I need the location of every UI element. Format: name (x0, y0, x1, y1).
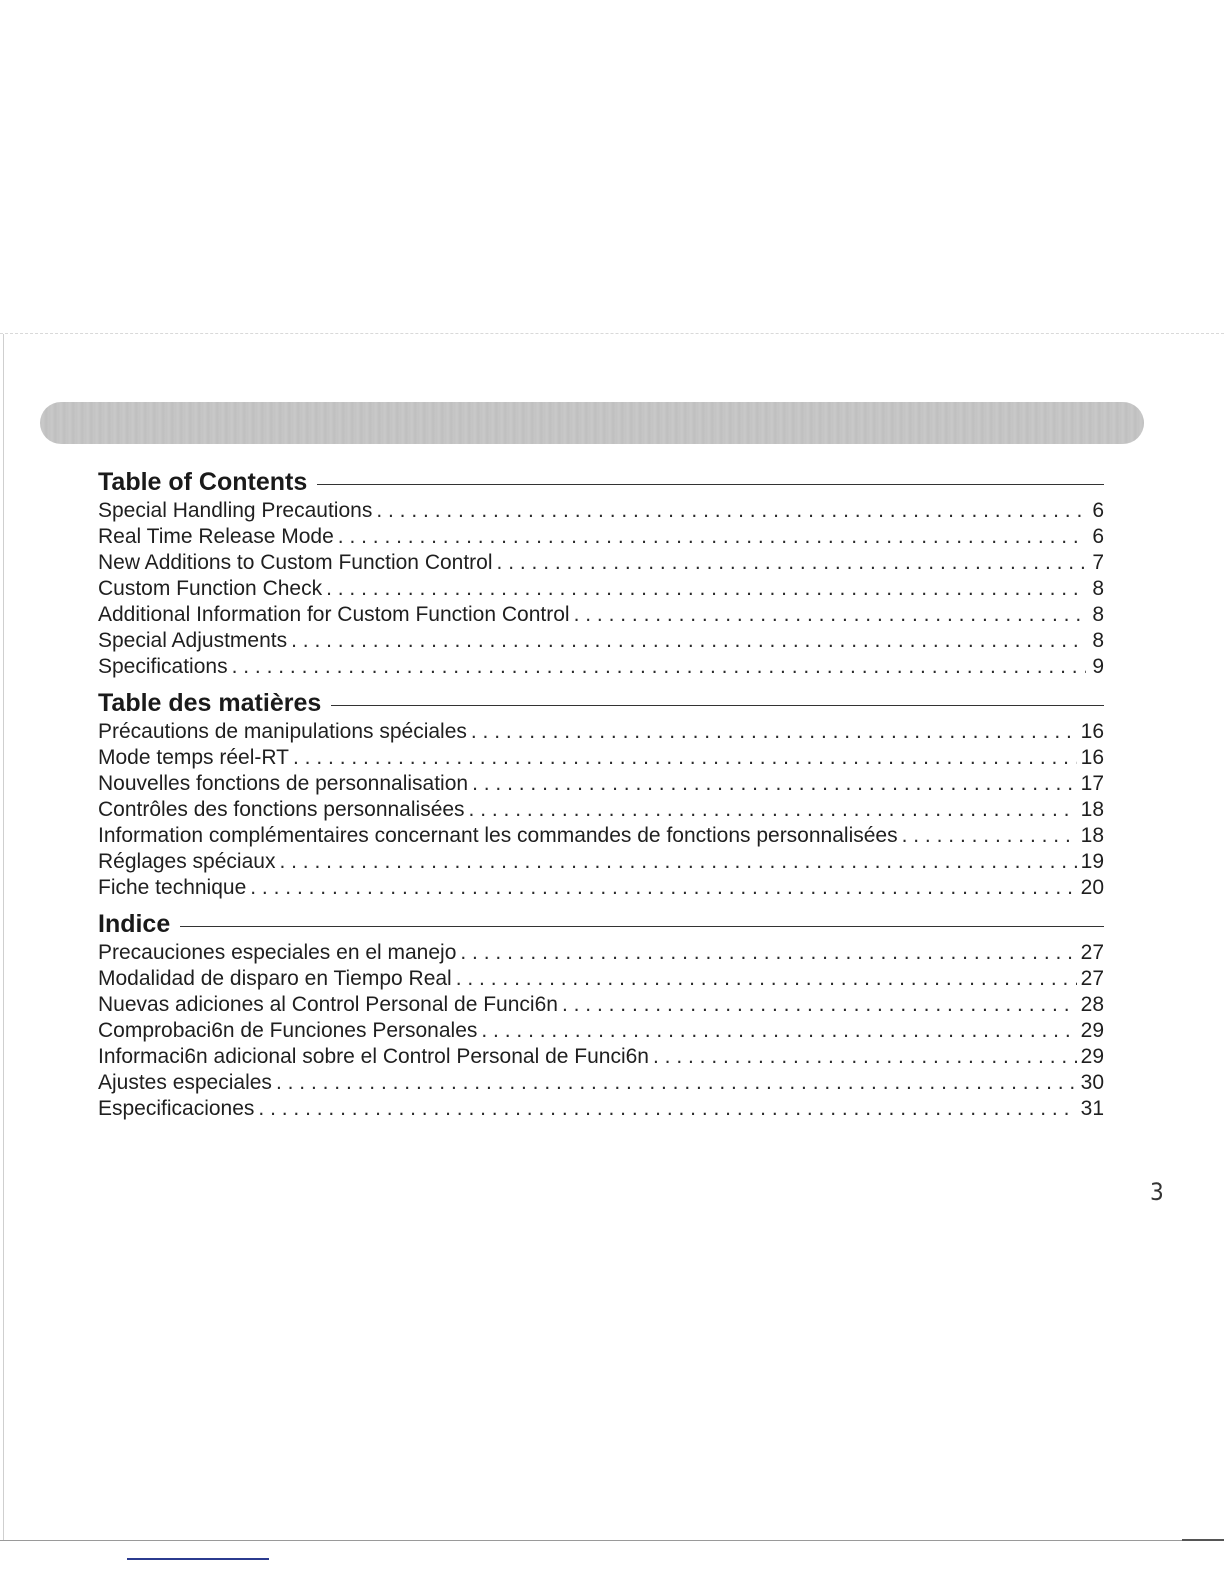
toc-entry[interactable] (98, 875, 1104, 901)
toc-entry-page: 7 (1092, 551, 1104, 574)
dot-leader (460, 940, 1076, 966)
table-of-contents (98, 466, 1104, 1122)
toc-entry[interactable] (98, 940, 1104, 966)
toc-entry-page: 8 (1092, 603, 1104, 626)
toc-entry-label: Information complémentaires concernant les commandes de fonctions personnalisées (98, 824, 898, 847)
page-number: 3 (1150, 1178, 1164, 1206)
dot-leader (279, 849, 1076, 875)
dot-leader (456, 966, 1077, 992)
section-title: Table des matières (98, 688, 322, 717)
toc-entry-label: Modalidad de disparo en Tiempo Real (98, 967, 452, 990)
dot-leader (376, 498, 1086, 524)
toc-entry-page: 19 (1080, 850, 1104, 873)
toc-entry-label: Specifications (98, 655, 228, 678)
toc-entry[interactable] (98, 771, 1104, 797)
toc-entry-page: 30 (1080, 1071, 1104, 1094)
toc-entry[interactable] (98, 550, 1104, 576)
toc-entry-page: 17 (1080, 772, 1104, 795)
toc-entry-label: Ajustes especiales (98, 1071, 272, 1094)
toc-entry-label: Contrôles des fonctions personnalisées (98, 798, 465, 821)
dot-leader (653, 1044, 1077, 1070)
toc-entry[interactable] (98, 1044, 1104, 1070)
dot-leader (326, 576, 1086, 602)
section-rule (317, 484, 1104, 485)
section-heading-spanish (98, 908, 1104, 940)
dot-leader (469, 797, 1077, 823)
toc-entry-page: 6 (1092, 525, 1104, 548)
section-rule (180, 926, 1104, 927)
toc-entry-page: 20 (1080, 876, 1104, 899)
toc-entry-label: Real Time Release Mode (98, 525, 334, 548)
page-bottom-edge-mark (1182, 1539, 1224, 1541)
toc-entry-page: 16 (1080, 720, 1104, 743)
section-heading-french (98, 687, 1104, 719)
toc-entry-page: 8 (1092, 629, 1104, 652)
toc-entry-label: Especificaciones (98, 1097, 255, 1120)
toc-entry-label: Fiche technique (98, 876, 247, 899)
dot-leader (293, 745, 1077, 771)
toc-entry[interactable] (98, 1070, 1104, 1096)
bottom-blue-line (127, 1558, 269, 1560)
toc-entry[interactable] (98, 498, 1104, 524)
dot-leader (471, 719, 1077, 745)
section-title: Table of Contents (98, 467, 308, 496)
toc-entry[interactable] (98, 797, 1104, 823)
toc-entry[interactable] (98, 966, 1104, 992)
dot-leader (481, 1018, 1076, 1044)
toc-entry-label: Mode temps réel-RT (98, 746, 290, 769)
page-bottom-edge (0, 1540, 1224, 1541)
dot-leader (574, 602, 1086, 628)
toc-entry-page: 29 (1080, 1019, 1104, 1042)
toc-entry-page: 29 (1080, 1045, 1104, 1068)
toc-entry[interactable] (98, 1018, 1104, 1044)
toc-entry-label: Nuevas adiciones al Control Personal de Funci6n (98, 993, 558, 1016)
toc-entry[interactable] (98, 524, 1104, 550)
toc-entry[interactable] (98, 654, 1104, 680)
section-heading-english (98, 466, 1104, 498)
toc-entry[interactable] (98, 1096, 1104, 1122)
dot-leader (276, 1070, 1077, 1096)
toc-entry[interactable] (98, 628, 1104, 654)
toc-entry-label: Precauciones especiales en el manejo (98, 941, 457, 964)
header-band (40, 402, 1144, 444)
toc-entry-label: Special Handling Precautions (98, 499, 373, 522)
toc-entry-page: 9 (1092, 655, 1104, 678)
dot-leader (291, 628, 1086, 654)
toc-entry[interactable] (98, 745, 1104, 771)
section-rule (331, 705, 1104, 706)
toc-entry[interactable] (98, 602, 1104, 628)
toc-entry-page: 8 (1092, 577, 1104, 600)
dot-leader (497, 550, 1086, 576)
toc-entry-page: 28 (1080, 993, 1104, 1016)
toc-entry-label: Special Adjustments (98, 629, 288, 652)
toc-entry-label: Précautions de manipulations spéciales (98, 720, 467, 743)
page-top-edge (0, 333, 1224, 334)
toc-entry-page: 18 (1080, 798, 1104, 821)
dot-leader (338, 524, 1086, 550)
toc-entry-label: Custom Function Check (98, 577, 323, 600)
toc-entry-label: Comprobaci6n de Funciones Personales (98, 1019, 478, 1042)
dot-leader (258, 1096, 1076, 1122)
dot-leader (562, 992, 1077, 1018)
toc-entry[interactable] (98, 823, 1104, 849)
toc-entry-label: Informaci6n adicional sobre el Control Personal de Funci6n (98, 1045, 649, 1068)
toc-entry-page: 27 (1080, 941, 1104, 964)
toc-entry[interactable] (98, 719, 1104, 745)
dot-leader (250, 875, 1076, 901)
page-left-edge (3, 334, 4, 1540)
toc-entry-page: 16 (1080, 746, 1104, 769)
toc-entry-label: Additional Information for Custom Function Control (98, 603, 570, 626)
dot-leader (902, 823, 1077, 849)
toc-entry-label: Nouvelles fonctions de personnalisation (98, 772, 469, 795)
toc-entry-page: 18 (1080, 824, 1104, 847)
toc-entry-page: 27 (1080, 967, 1104, 990)
toc-entry-label: Réglages spéciaux (98, 850, 276, 873)
toc-entry[interactable] (98, 576, 1104, 602)
toc-entry-page: 6 (1092, 499, 1104, 522)
section-title: Indice (98, 909, 171, 938)
toc-entry-page: 31 (1080, 1097, 1104, 1120)
dot-leader (472, 771, 1077, 797)
dot-leader (232, 654, 1086, 680)
toc-entry-label: New Additions to Custom Function Control (98, 551, 493, 574)
toc-entry[interactable] (98, 849, 1104, 875)
toc-entry[interactable] (98, 992, 1104, 1018)
